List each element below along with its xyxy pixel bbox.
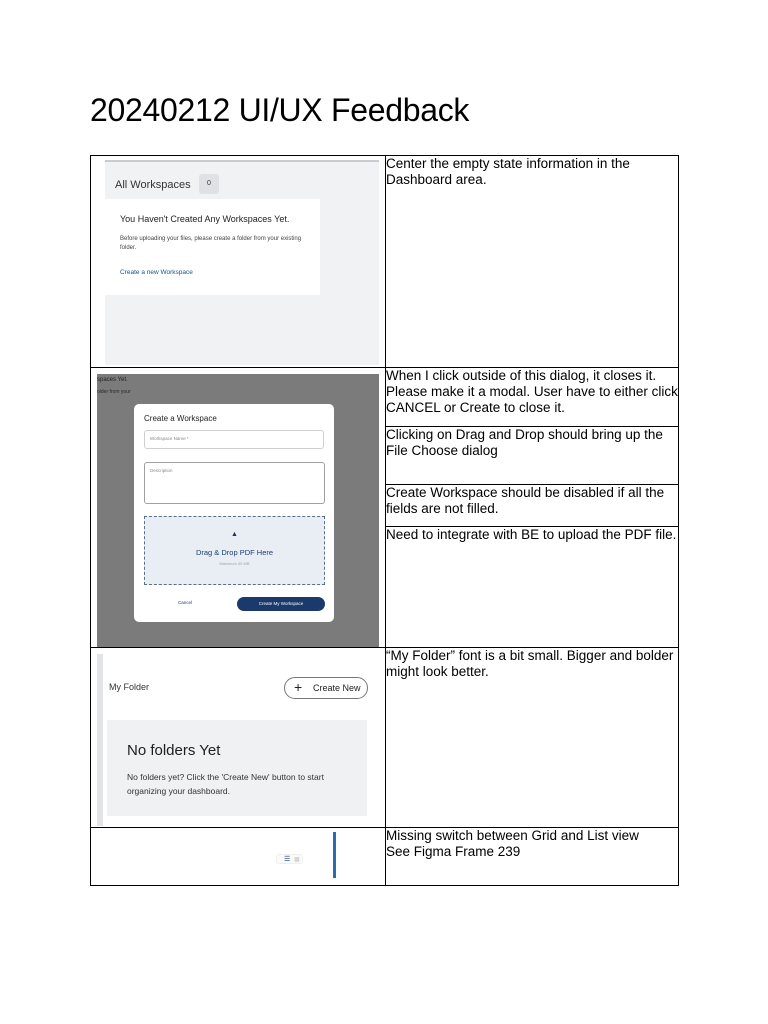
- scroll-indicator: [333, 832, 336, 878]
- feedback-note: Missing switch between Grid and List view: [386, 828, 639, 843]
- view-switch-screenshot: [97, 832, 379, 882]
- modal-title: Create a Workspace: [144, 414, 217, 423]
- list-view-icon[interactable]: ☰: [284, 856, 291, 863]
- cancel-button[interactable]: Cancel: [178, 600, 193, 605]
- create-workspace-modal: [134, 404, 334, 622]
- create-workspace-screenshot: [97, 374, 379, 648]
- empty-state-heading: You Haven't Created Any Workspaces Yet.: [120, 214, 290, 224]
- feedback-row-view-switch: [91, 828, 679, 886]
- feedback-note: Create Workspace should be disabled if all the fields are not filled.: [386, 485, 679, 527]
- create-workspace-link[interactable]: Create a new Workspace: [120, 269, 193, 276]
- empty-folders-card: [107, 720, 367, 816]
- workspaces-count-badge: 0: [199, 174, 219, 194]
- upload-arrow-icon: ▲: [231, 531, 238, 538]
- feedback-table: [90, 155, 679, 886]
- document-title: 20240212 UI/UX Feedback: [90, 92, 470, 128]
- description-placeholder: Description: [150, 468, 173, 473]
- plus-icon: +: [294, 679, 303, 695]
- feedback-note-cell: [386, 828, 679, 886]
- feedback-note: Need to integrate with BE to upload the PDF file.: [386, 527, 679, 648]
- empty-state-description: Before uploading your files, please create a folder from your existing folder.: [120, 236, 302, 251]
- workspaces-title: All Workspaces: [115, 179, 191, 191]
- feedback-note: “My Folder” font is a bit small. Bigger and bolder might look better.: [386, 648, 679, 828]
- my-folder-screenshot: [97, 654, 379, 826]
- background-text: older from your: [97, 389, 131, 395]
- empty-folders-heading: No folders Yet: [127, 742, 221, 759]
- feedback-note: Center the empty state information in the Dashboard area.: [386, 156, 679, 368]
- background-text: spaces Yet.: [97, 377, 128, 383]
- create-new-label: Create New: [313, 683, 361, 693]
- empty-folders-description: No folders yet? Click the 'Create New' button to start organizing your dashboard.: [127, 772, 324, 796]
- screenshot-cell: [91, 156, 386, 368]
- grid-view-icon[interactable]: ▦: [294, 857, 300, 863]
- my-folder-title: My Folder: [109, 682, 150, 692]
- create-workspace-button[interactable]: Create My Workspace: [237, 597, 325, 611]
- feedback-note: When I click outside of this dialog, it closes it. Please make it a modal. User have to either click CANCEL or Create to close it.: [386, 368, 679, 427]
- empty-state-card: [105, 199, 320, 295]
- dropzone-hint: Maximum 40 MB: [219, 561, 250, 566]
- workspace-name-input[interactable]: [144, 430, 324, 449]
- feedback-note: Clicking on Drag and Drop should bring up the File Choose dialog: [386, 427, 679, 485]
- all-workspaces-screenshot: [105, 160, 379, 365]
- feedback-row-create-workspace: [91, 368, 679, 427]
- sidebar-edge: [97, 654, 103, 826]
- pdf-dropzone[interactable]: [144, 516, 325, 585]
- screenshot-cell: [91, 828, 386, 886]
- description-textarea[interactable]: [144, 462, 325, 504]
- screenshot-cell: [91, 368, 386, 648]
- create-new-button[interactable]: [284, 677, 368, 699]
- feedback-row-workspaces: [91, 156, 679, 368]
- workspace-name-placeholder: Workspace Name *: [150, 436, 189, 441]
- feedback-note: See Figma Frame 239: [386, 844, 521, 859]
- screenshot-cell: [91, 648, 386, 828]
- feedback-row-my-folder: [91, 648, 679, 828]
- dropzone-label: Drag & Drop PDF Here: [195, 548, 274, 557]
- view-toggle[interactable]: [276, 854, 303, 864]
